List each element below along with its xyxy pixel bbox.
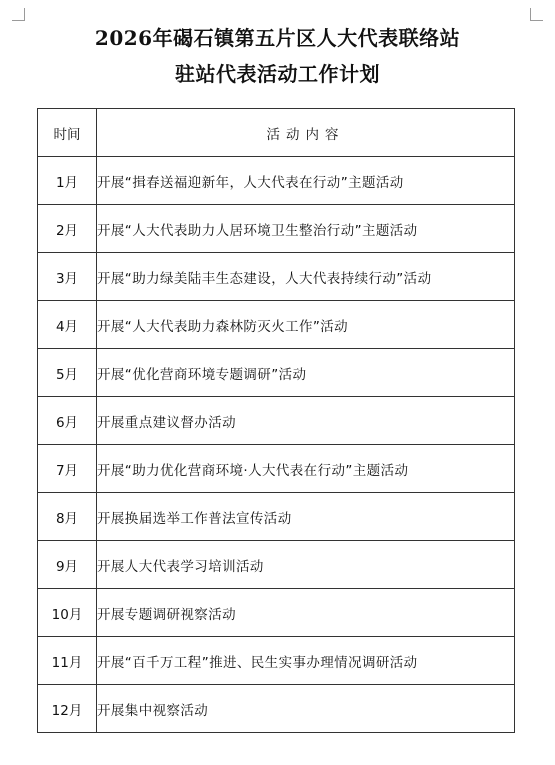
- header-content: 活动内容: [97, 109, 515, 157]
- row-month: 4月: [38, 301, 97, 349]
- table-row: [38, 349, 515, 397]
- table-row: [38, 397, 515, 445]
- table-row: [38, 301, 515, 349]
- row-content: 开展“助力绿美陆丰生态建设，人大代表持续行动”活动: [97, 253, 515, 301]
- page-corner-mark-left: [12, 8, 25, 21]
- row-content: 开展集中视察活动: [97, 685, 515, 733]
- table-row: [38, 157, 515, 205]
- row-content: 开展“助力优化营商环境·人大代表在行动”主题活动: [97, 445, 515, 493]
- row-content: 开展重点建议督办活动: [97, 397, 515, 445]
- row-content: 开展“人大代表助力森林防灭火工作”活动: [97, 301, 515, 349]
- row-month: 5月: [38, 349, 97, 397]
- row-content: 开展“揖春送福迎新年，人大代表在行动”主题活动: [97, 157, 515, 205]
- row-month: 7月: [38, 445, 97, 493]
- document-title: 2026年碣石镇第五片区人大代表联络站: [94, 26, 461, 50]
- table-row: [38, 685, 515, 733]
- row-month: 11月: [38, 637, 97, 685]
- row-month: 3月: [38, 253, 97, 301]
- activity-plan-table: [37, 108, 515, 733]
- row-content: 开展“百千万工程”推进、民生实事办理情况调研活动: [97, 637, 515, 685]
- row-content: 开展“人大代表助力人居环境卫生整治行动”主题活动: [97, 205, 515, 253]
- row-month: 10月: [38, 589, 97, 637]
- row-content: 开展专题调研视察活动: [97, 589, 515, 637]
- row-month: 6月: [38, 397, 97, 445]
- table-row: [38, 205, 515, 253]
- table-row: [38, 493, 515, 541]
- row-content: 开展换届选举工作普法宣传活动: [97, 493, 515, 541]
- row-content: 开展“优化营商环境专题调研”活动: [97, 349, 515, 397]
- row-month: 12月: [38, 685, 97, 733]
- document-subtitle: 驻站代表活动工作计划: [175, 62, 380, 86]
- row-content: 开展人大代表学习培训活动: [97, 541, 515, 589]
- page-corner-mark-right: [530, 8, 543, 21]
- row-month: 8月: [38, 493, 97, 541]
- row-month: 9月: [38, 541, 97, 589]
- table-row: [38, 637, 515, 685]
- table-header-row: [38, 109, 515, 157]
- row-month: 1月: [38, 157, 97, 205]
- header-month: 时间: [38, 109, 97, 157]
- table-row: [38, 541, 515, 589]
- table-row: [38, 445, 515, 493]
- row-month: 2月: [38, 205, 97, 253]
- table-row: [38, 589, 515, 637]
- table-row: [38, 253, 515, 301]
